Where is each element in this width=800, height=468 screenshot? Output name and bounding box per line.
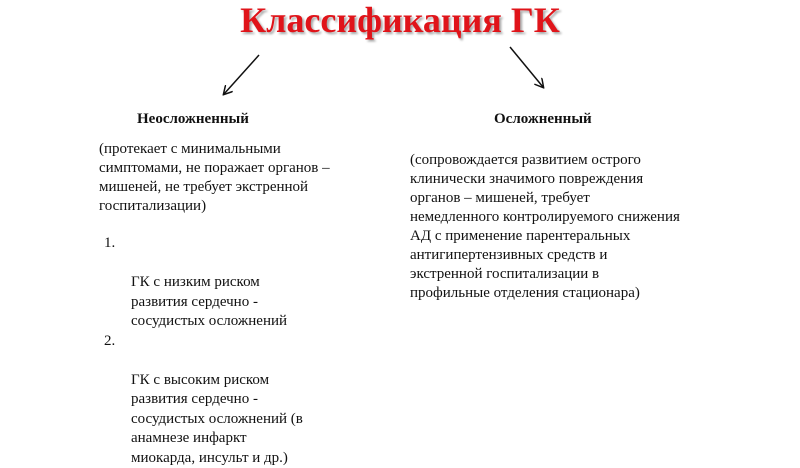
list-item-number: 2.	[104, 332, 115, 352]
list-item-number: 1.	[104, 234, 115, 254]
right-description: (сопровождается развитием острого клинически значимого повреждения органов – мишеней, требует немедленного контролируемого снижения АД с применение парентеральных антигипертензивных средств и экстренной госпитализации в профильные отделения стационара)	[410, 151, 680, 303]
list-item	[99, 234, 303, 332]
risk-list	[99, 234, 303, 468]
left-description: (протекает с минимальными симптомами, не поражает органов – мишеней, не требует экстренной госпитализации)	[99, 140, 330, 216]
left-heading: Неосложненный	[137, 110, 249, 128]
right-heading: Осложненный	[494, 110, 592, 128]
list-item-text: ГК с высоким риском развития сердечно - сосудистых осложнений (в анамнезе инфаркт миокарда, инсульт и др.)	[131, 372, 303, 466]
diagram-title: Классификация ГК	[0, 0, 800, 42]
list-item-text: ГК с низким риском развития сердечно - сосудистых осложнений	[131, 274, 287, 329]
arrow-right	[510, 47, 543, 87]
arrow-left	[224, 55, 259, 94]
